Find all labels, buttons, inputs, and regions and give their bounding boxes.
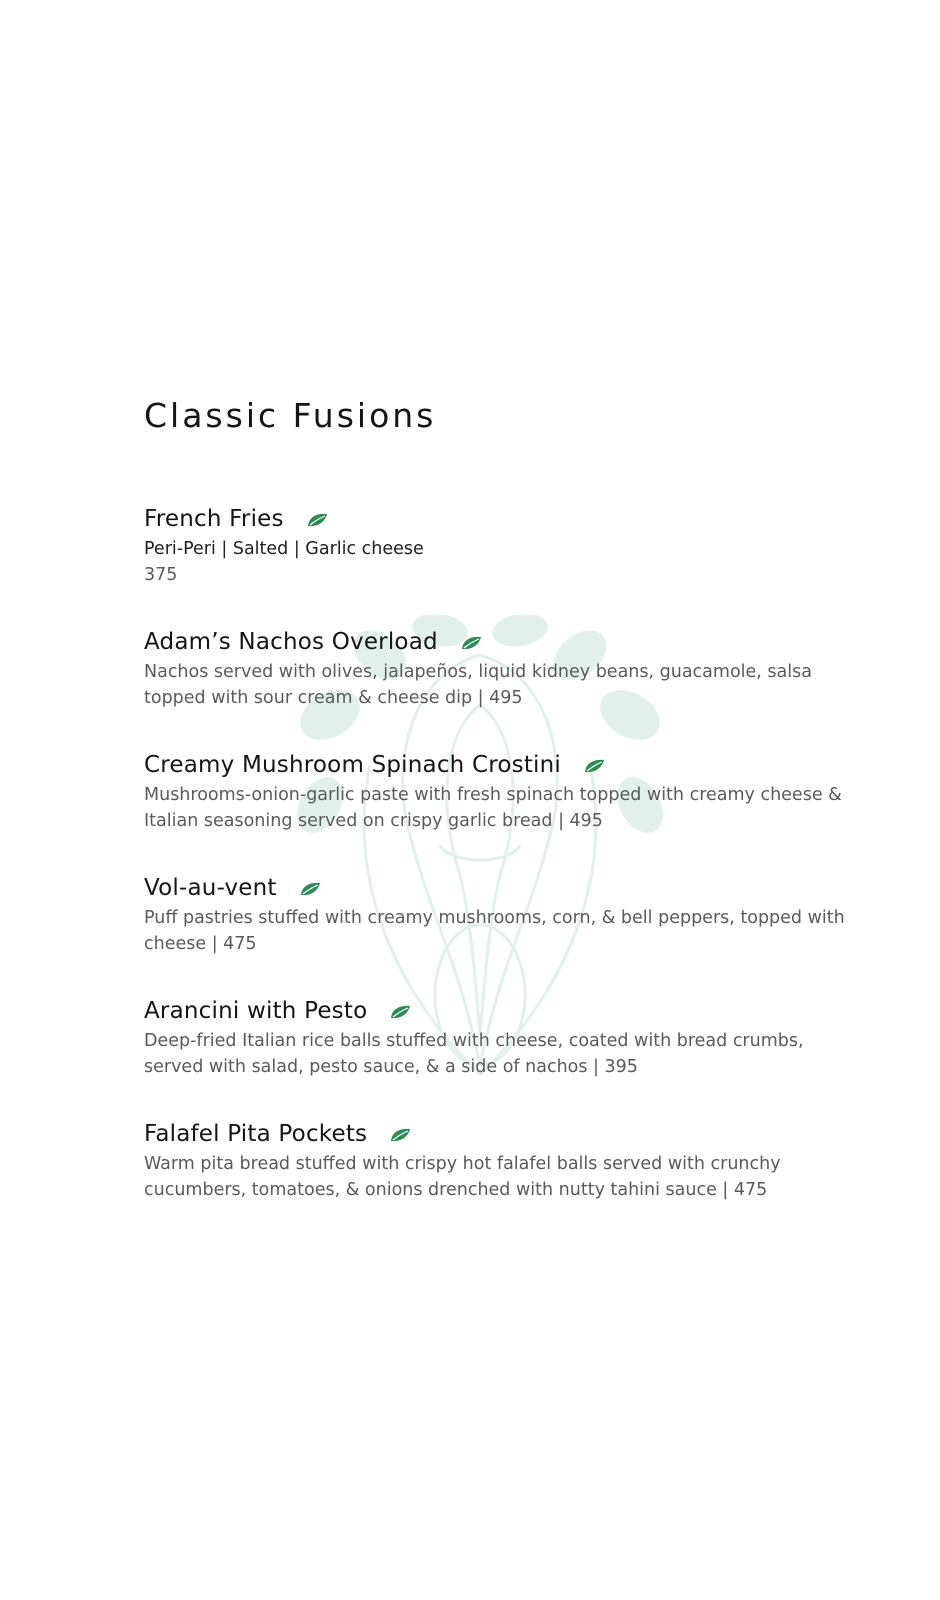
item-header	[144, 748, 904, 782]
item-header	[144, 1117, 904, 1151]
menu-item-vol-au-vent	[144, 871, 904, 994]
menu-list	[144, 502, 904, 1240]
item-description: Nachos served with olives, jalapeños, liquid kidney beans, guacamole, salsa topped with sour cream & cheese dip | 495	[144, 662, 812, 708]
section-title: Classic Fusions	[144, 396, 437, 435]
leaf-icon	[389, 1127, 411, 1143]
menu-item-mushroom-crostini	[144, 748, 904, 871]
item-name: Falafel Pita Pockets	[144, 1121, 368, 1147]
item-header	[144, 625, 904, 659]
item-description: Deep-fried Italian rice balls stuffed with cheese, coated with bread crumbs, served with salad, pesto sauce, & a side of nachos | 395	[144, 1031, 804, 1077]
leaf-icon	[583, 758, 605, 774]
item-description: Mushrooms-onion-garlic paste with fresh spinach topped with creamy cheese & Italian seasoning served on crispy garlic bread | 495	[144, 785, 842, 831]
item-header	[144, 502, 904, 536]
leaf-icon	[460, 635, 482, 651]
item-name: Adam’s Nachos Overload	[144, 629, 438, 655]
item-header	[144, 994, 904, 1028]
item-description: Warm pita bread stuffed with crispy hot falafel balls served with crunchy cucumbers, tomatoes, & onions drenched with nutty tahini sauce | 475	[144, 1154, 781, 1200]
item-header	[144, 871, 904, 905]
item-name: French Fries	[144, 506, 284, 532]
menu-item-falafel-pita	[144, 1117, 904, 1240]
item-name: Vol-au-vent	[144, 875, 277, 901]
menu-item-nachos-overload	[144, 625, 904, 748]
item-price: 375	[144, 565, 178, 585]
item-description: Puff pastries stuffed with creamy mushrooms, corn, & bell peppers, topped with cheese | 475	[144, 908, 845, 954]
item-name: Arancini with Pesto	[144, 998, 368, 1024]
leaf-icon	[306, 512, 328, 528]
item-name: Creamy Mushroom Spinach Crostini	[144, 752, 562, 778]
menu-item-arancini	[144, 994, 904, 1117]
menu-item-french-fries	[144, 502, 904, 625]
item-description: Peri-Peri | Salted | Garlic cheese	[144, 539, 424, 559]
leaf-icon	[389, 1004, 411, 1020]
leaf-icon	[299, 881, 321, 897]
